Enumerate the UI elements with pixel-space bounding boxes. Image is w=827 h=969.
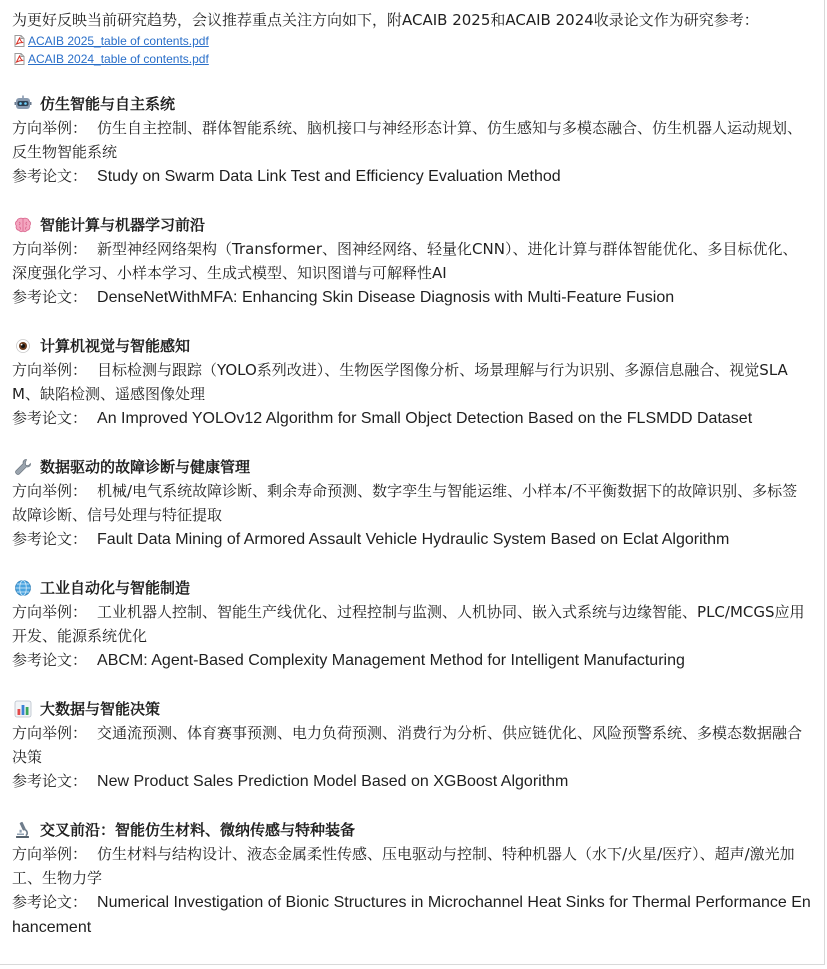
paper-row: [12, 285, 812, 310]
section-title-text: 工业自动化与智能制造: [40, 579, 191, 597]
brain-icon: [14, 216, 32, 234]
paper-title: An Improved YOLOv12 Algorithm for Small Object Detection Based on the FLSMDD Dataset: [97, 410, 753, 427]
paper-title: New Product Sales Prediction Model Based on XGBoost Algorithm: [97, 773, 569, 790]
paper-label: 参考论文：: [12, 651, 88, 669]
paper-row: [12, 648, 812, 673]
attachment-2025-link[interactable]: ACAIB 2025_table of contents.pdf: [28, 34, 209, 48]
section-computer-vision: [12, 334, 812, 431]
direction-text: 工业机器人控制、智能生产线优化、过程控制与监测、人机协同、嵌入式系统与边缘智能、PLC/MCGS应用开发、能源系统优化: [12, 603, 805, 645]
paper-row: [12, 406, 812, 431]
direction-row: [12, 600, 812, 648]
section-title-text: 数据驱动的故障诊断与健康管理: [40, 458, 251, 476]
paper-row: [12, 527, 812, 552]
robot-icon: [14, 95, 32, 113]
bar-chart-icon: [14, 700, 32, 718]
section-title: [12, 818, 812, 842]
section-title: [12, 213, 812, 237]
section-title: [12, 697, 812, 721]
direction-row: [12, 721, 812, 769]
direction-row: [12, 842, 812, 890]
paper-title: Numerical Investigation of Bionic Structures in Microchannel Heat Sinks for Thermal Performance Enhancement: [12, 894, 811, 936]
section-title: [12, 576, 812, 600]
section-intelligent-computing: [12, 213, 812, 310]
section-title-text: 大数据与智能决策: [40, 700, 161, 718]
paper-label: 参考论文：: [12, 409, 88, 427]
paper-title: Fault Data Mining of Armored Assault Vehicle Hydraulic System Based on Eclat Algorithm: [97, 531, 730, 548]
paper-label: 参考论文：: [12, 288, 88, 306]
paper-row: [12, 890, 812, 940]
pdf-icon: [14, 35, 25, 47]
direction-text: 目标检测与跟踪（YOLO系列改进）、生物医学图像分析、场景理解与行为识别、多源信息融合、视觉SLAM、缺陷检测、遥感图像处理: [12, 361, 788, 403]
section-title-text: 计算机视觉与智能感知: [40, 337, 191, 355]
section-title: [12, 455, 812, 479]
section-interdisciplinary-frontier: [12, 818, 812, 940]
paper-title: Study on Swarm Data Link Test and Efficiency Evaluation Method: [97, 168, 561, 185]
direction-row: [12, 479, 812, 527]
section-title: [12, 92, 812, 116]
direction-label: 方向举例：: [12, 603, 88, 621]
section-big-data: [12, 697, 812, 794]
globe-icon: [14, 579, 32, 597]
direction-text: 仿生自主控制、群体智能系统、脑机接口与神经形态计算、仿生感知与多模态融合、仿生机器人运动规划、反生物智能系统: [12, 119, 803, 161]
direction-label: 方向举例：: [12, 240, 88, 258]
paper-title: ABCM: Agent-Based Complexity Management Method for Intelligent Manufacturing: [97, 652, 685, 669]
direction-row: [12, 358, 812, 406]
paper-label: 参考论文：: [12, 893, 88, 911]
section-title-text: 智能计算与机器学习前沿: [40, 216, 206, 234]
attachment-link-2025[interactable]: [14, 32, 812, 50]
section-title-text: 仿生智能与自主系统: [40, 95, 176, 113]
paper-title: DenseNetWithMFA: Enhancing Skin Disease Diagnosis with Multi-Feature Fusion: [97, 289, 675, 306]
section-bionic-intelligence: [12, 92, 812, 189]
direction-label: 方向举例：: [12, 361, 88, 379]
document-body: [12, 8, 812, 940]
paper-label: 参考论文：: [12, 530, 88, 548]
intro-text: 为更好反映当前研究趋势，会议推荐重点关注方向如下，附ACAIB 2025和ACAIB 2024收录论文作为研究参考：: [12, 11, 759, 29]
section-title-text: 交叉前沿：智能仿生材料、微纳传感与特种装备: [40, 821, 356, 839]
direction-label: 方向举例：: [12, 119, 88, 137]
wrench-icon: [14, 458, 32, 476]
section-title: [12, 334, 812, 358]
paper-row: [12, 769, 812, 794]
direction-row: [12, 116, 812, 164]
direction-text: 仿生材料与结构设计、液态金属柔性传感、压电驱动与控制、特种机器人（水下/火星/医疗）、超声/激光加工、生物力学: [12, 845, 795, 887]
attachment-2024-link[interactable]: ACAIB 2024_table of contents.pdf: [28, 52, 209, 66]
direction-text: 交通流预测、体育赛事预测、电力负荷预测、消费行为分析、供应链优化、风险预警系统、多模态数据融合决策: [12, 724, 803, 766]
section-fault-diagnosis: [12, 455, 812, 552]
direction-label: 方向举例：: [12, 724, 88, 742]
direction-text: 机械/电气系统故障诊断、剩余寿命预测、数字孪生与智能运维、小样本/不平衡数据下的故障识别、多标签故障诊断、信号处理与特征提取: [12, 482, 798, 524]
section-industrial-automation: [12, 576, 812, 673]
direction-text: 新型神经网络架构（Transformer、图神经网络、轻量化CNN）、进化计算与群体智能优化、多目标优化、深度强化学习、小样本学习、生成式模型、知识图谱与可解释性AI: [12, 240, 798, 282]
direction-label: 方向举例：: [12, 482, 88, 500]
microscope-icon: [14, 821, 32, 839]
direction-row: [12, 237, 812, 285]
paper-label: 参考论文：: [12, 772, 88, 790]
attachment-link-2024[interactable]: [14, 50, 812, 68]
eye-icon: [14, 337, 32, 355]
paper-label: 参考论文：: [12, 167, 88, 185]
paper-row: [12, 164, 812, 189]
direction-label: 方向举例：: [12, 845, 88, 863]
pdf-icon: [14, 53, 25, 65]
